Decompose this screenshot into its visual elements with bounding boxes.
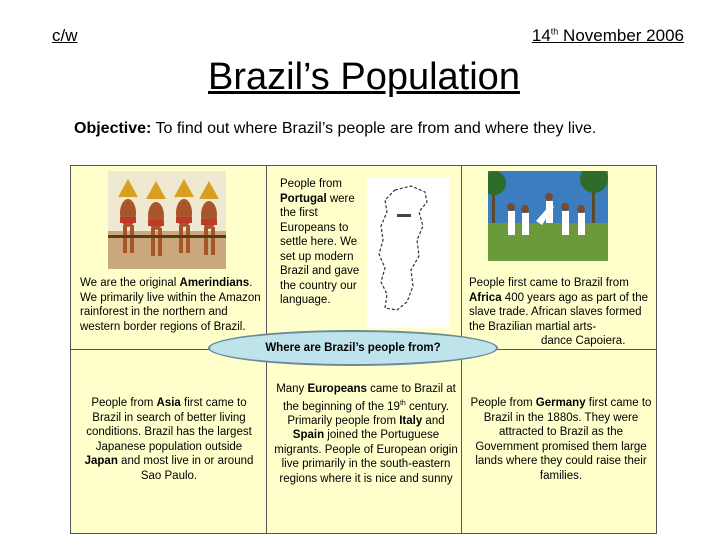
amerindians-text: We are the original Amerindians. We primarily live within the Amazon rainforest in the northern and western border regions of Brazil.	[80, 277, 261, 333]
page-title: Brazil’s Population	[208, 56, 520, 98]
asia-text: People from Asia first came to Brazil in search of better living conditions. Brazil has the largest Japanese population outside Japan and most live in or around Sao Paulo.	[84, 397, 254, 482]
germany-keyword: Germany	[535, 397, 586, 409]
objective-text: To find out where Brazil’s people are from and where they live.	[151, 120, 597, 137]
date-suffix: th	[550, 26, 559, 37]
asia-keyword: Asia	[156, 397, 181, 409]
objective-label: Objective:	[74, 120, 152, 137]
date	[532, 26, 684, 46]
portugal-map	[367, 178, 449, 328]
europeans-text: Many Europeans came to Brazil at the beginning of the 19th century. Primarily people from Italy and Spain joined the Portuguese migrants. People of European origin live primarily in the south-eastern regions where it is nice and sunny	[274, 383, 458, 485]
germany-text: People from Germany first came to Brazil in the 1880s. They were attracted to Brazil as the Government promised them large lands where they could raise their families.	[470, 397, 652, 482]
capoeira-photo	[488, 171, 608, 261]
classwork-label: c/w	[52, 26, 78, 45]
europeans-keyword: Europeans	[307, 383, 367, 395]
portugal-text: People from Portugal were the first Europeans to settle here. We set up modern Brazil and gave the country our language.	[280, 178, 360, 306]
objective	[74, 118, 654, 139]
date-rest: November 2006	[558, 26, 684, 45]
africa-text: People first came to Brazil from Africa 400 years ago as part of the slave trade. African slaves formed the Brazilian martial arts- dance Capoiera.	[469, 277, 649, 347]
center-question-oval: Where are Brazil’s people from?	[208, 330, 498, 366]
japan-keyword: Japan	[84, 455, 118, 467]
amerindians-keyword: Amerindians	[179, 277, 250, 289]
spain-keyword: Spain	[292, 429, 325, 442]
portugal-keyword: Portugal	[280, 192, 327, 205]
date-day: 14	[531, 26, 551, 45]
africa-keyword: Africa	[469, 291, 502, 304]
italy-keyword: Italy	[399, 414, 423, 427]
amerindian-dancers-photo	[108, 171, 226, 269]
